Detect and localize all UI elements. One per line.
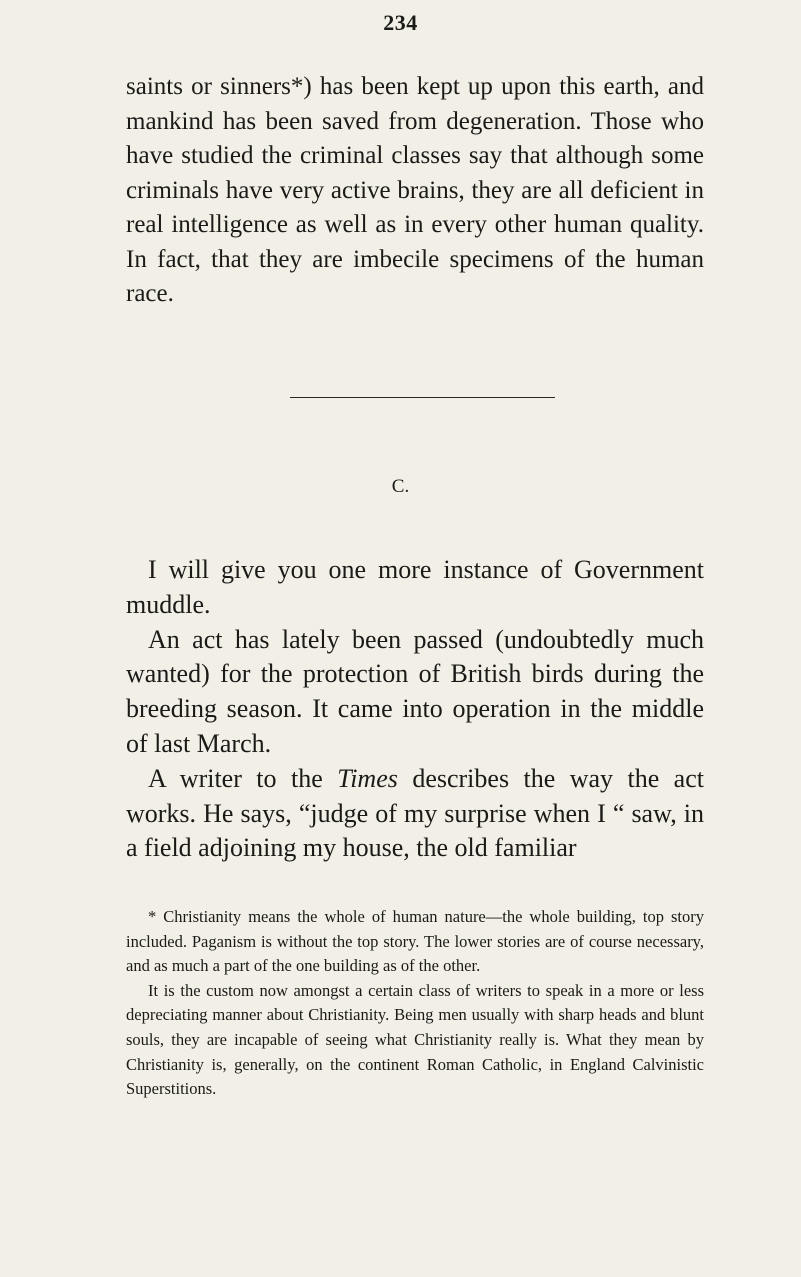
times-writer-text-start: A writer to the	[148, 763, 338, 793]
footnote-christianity: * Christianity means the whole of human nature—the whole building, top story included. Paganism is without the top story. The lower stories are of course necessary, and as much a part of the one building as of the other.	[126, 907, 704, 976]
paragraph-times-writer	[126, 762, 704, 866]
footnotes	[126, 905, 704, 1102]
footnote-writers: It is the custom now amongst a certain class of writers to speak in a more or less depreciating manner about Christianity. Being men usually with sharp heads and blunt souls, they are incapable of seeing what Christianity really is. What they mean by Christianity is, generally, on the continent Roman Catholic, in England Calvinistic Superstitions.	[126, 980, 704, 1099]
times-italic: Times	[337, 763, 398, 793]
times-writer-text-end: describes the way the act works. He says, “judge of my surprise when I “ saw, in a field adjoining my house, the old familiar	[126, 763, 704, 863]
paragraph-birds-act: An act has lately been passed (undoubtedly much wanted) for the protection of British birds during the breeding season. It came into operation in the middle of last March.	[126, 624, 704, 758]
section-heading: C.	[391, 476, 410, 497]
continued-paragraph-block	[126, 70, 704, 312]
page-number: 234	[383, 10, 418, 35]
paragraph-government-muddle: I will give you one more instance of Government muddle.	[126, 555, 704, 619]
section-body	[126, 553, 704, 866]
continued-paragraph: saints or sinners*) has been kept up upon this earth, and mankind has been saved from degeneration. Those who have studied the criminal classes say that although some criminals have very active brains, they are all deficient in real intelligence as well as in every other human quality. In fact, that they are imbecile specimens of the human race.	[126, 73, 704, 307]
section-divider-rule	[290, 397, 555, 398]
